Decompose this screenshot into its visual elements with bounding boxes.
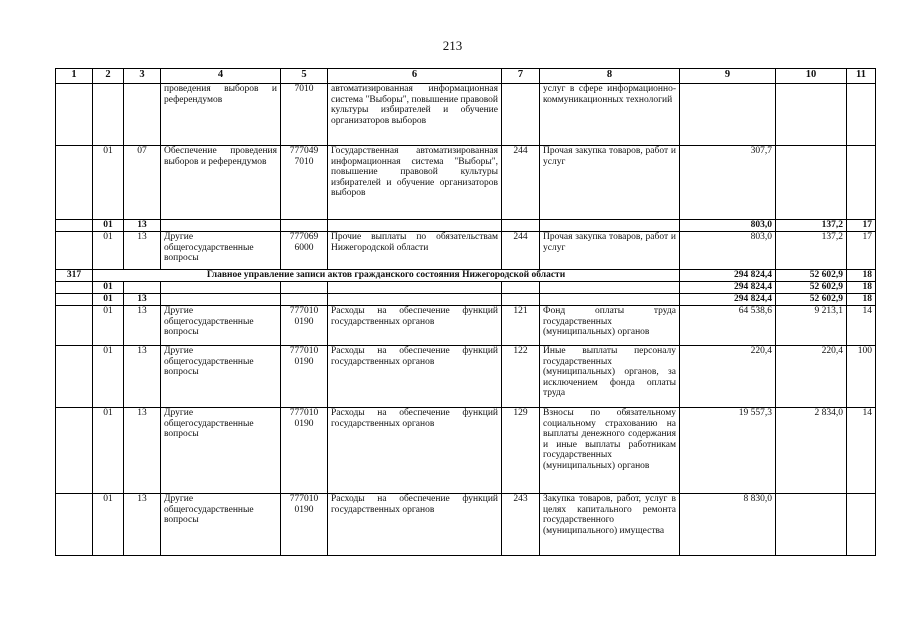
cell-expense-name: Прочая закупка товаров, работ и услуг [540, 232, 680, 270]
cell-expense-type: 129 [502, 408, 540, 494]
cell-percent: 17 [847, 232, 876, 270]
cell-subsection [124, 282, 161, 294]
cell-target-code: 777010 0190 [281, 408, 328, 494]
column-header: 11 [847, 69, 876, 84]
column-header: 8 [540, 69, 680, 84]
cell-expense-type: 243 [502, 494, 540, 556]
cell-plan: 294 824,4 [680, 282, 776, 294]
cell-percent: 17 [847, 220, 876, 232]
cell-plan: 307,7 [680, 146, 776, 220]
cell-subsection: 13 [124, 294, 161, 306]
cell-empty [328, 294, 502, 306]
cell-section: 01 [93, 408, 124, 494]
cell-expense-name: Взносы по обязательному социальному страхованию на выплаты денежного содержания и иные выплаты работникам государственных (муниципальных) органов [540, 408, 680, 494]
cell-plan: 294 824,4 [680, 294, 776, 306]
cell-plan: 803,0 [680, 220, 776, 232]
cell-section: 01 [93, 282, 124, 294]
cell-section: 01 [93, 294, 124, 306]
cell-col1 [56, 294, 93, 306]
cell-empty [281, 282, 328, 294]
cell-empty [502, 282, 540, 294]
cell-empty [540, 294, 680, 306]
cell-empty [502, 294, 540, 306]
cell-section: 01 [93, 346, 124, 408]
cell-target-code: 777010 0190 [281, 346, 328, 408]
cell-subsection-name: проведения выборов и референдумов [161, 84, 281, 146]
column-header: 3 [124, 69, 161, 84]
cell-percent: 18 [847, 294, 876, 306]
cell-target-name: Государственная автоматизированная информационная система "Выборы", повышение правовой культуры избирателей и обучение организаторов выборов [328, 146, 502, 220]
cell-col1 [56, 306, 93, 346]
cell-expense-name: Фонд оплаты труда государственных (муниципальных) органов [540, 306, 680, 346]
cell-plan [680, 84, 776, 146]
cell-expense-name: Закупка товаров, работ, услуг в целях капитального ремонта государственного (муниципального) имущества [540, 494, 680, 556]
subtotal-row [56, 282, 876, 294]
table-row [56, 84, 876, 146]
cell-col1 [56, 84, 93, 146]
cell-percent: 14 [847, 408, 876, 494]
cell-target-code: 777049 7010 [281, 146, 328, 220]
cell-target-code: 777069 6000 [281, 232, 328, 270]
cell-col1 [56, 346, 93, 408]
cell-actual [776, 84, 847, 146]
cell-subsection: 13 [124, 306, 161, 346]
cell-empty [540, 282, 680, 294]
cell-target-name: Прочие выплаты по обязательствам Нижегородской области [328, 232, 502, 270]
cell-section: 01 [93, 220, 124, 232]
cell-actual: 137,2 [776, 232, 847, 270]
cell-subsection-name: Другие общегосударственные вопросы [161, 346, 281, 408]
cell-subsection-name: Другие общегосударственные вопросы [161, 232, 281, 270]
cell-empty [281, 294, 328, 306]
cell-expense-type: 121 [502, 306, 540, 346]
table-row [56, 346, 876, 408]
cell-percent [847, 84, 876, 146]
cell-col1 [56, 494, 93, 556]
cell-empty [328, 220, 502, 232]
cell-subsection-name: Другие общегосударственные вопросы [161, 408, 281, 494]
cell-subsection [124, 84, 161, 146]
cell-actual: 220,4 [776, 346, 847, 408]
cell-section [93, 84, 124, 146]
cell-col1 [56, 146, 93, 220]
cell-actual: 52 602,9 [776, 294, 847, 306]
organization-name: Главное управление записи актов гражданского состояния Нижегородской области [93, 270, 680, 282]
cell-plan: 803,0 [680, 232, 776, 270]
budget-table [55, 68, 876, 556]
cell-percent: 14 [847, 306, 876, 346]
cell-target-name: Расходы на обеспечение функций государственных органов [328, 408, 502, 494]
cell-target-name: Расходы на обеспечение функций государственных органов [328, 494, 502, 556]
cell-actual [776, 494, 847, 556]
page-number: 213 [442, 38, 463, 53]
cell-target-name: Расходы на обеспечение функций государственных органов [328, 346, 502, 408]
column-header: 10 [776, 69, 847, 84]
cell-expense-type: 122 [502, 346, 540, 408]
cell-subsection-name: Обеспечение проведения выборов и референдумов [161, 146, 281, 220]
table-row [56, 408, 876, 494]
cell-plan: 19 557,3 [680, 408, 776, 494]
cell-section: 01 [93, 306, 124, 346]
subtotal-row [56, 220, 876, 232]
cell-percent [847, 146, 876, 220]
column-header: 2 [93, 69, 124, 84]
cell-percent: 100 [847, 346, 876, 408]
cell-subsection: 13 [124, 232, 161, 270]
cell-subsection: 13 [124, 346, 161, 408]
cell-section: 01 [93, 146, 124, 220]
cell-col1 [56, 282, 93, 294]
organization-row [56, 270, 876, 282]
subtotal-row [56, 294, 876, 306]
cell-expense-name: услуг в сфере информационно-коммуникационных технологий [540, 84, 680, 146]
cell-target-code: 777010 0190 [281, 306, 328, 346]
cell-subsection: 07 [124, 146, 161, 220]
cell-expense-type: 244 [502, 146, 540, 220]
cell-plan: 64 538,6 [680, 306, 776, 346]
cell-expense-name: Иные выплаты персоналу государственных (муниципальных) органов, за исключением фонда оплаты труда [540, 346, 680, 408]
cell-subsection-name: Другие общегосударственные вопросы [161, 306, 281, 346]
cell-subsection: 13 [124, 220, 161, 232]
cell-expense-type: 244 [502, 232, 540, 270]
cell-empty [161, 282, 281, 294]
cell-actual: 2 834,0 [776, 408, 847, 494]
column-header: 1 [56, 69, 93, 84]
cell-percent: 18 [847, 282, 876, 294]
cell-percent [847, 494, 876, 556]
cell-col1 [56, 232, 93, 270]
cell-actual: 52 602,9 [776, 270, 847, 282]
column-header: 5 [281, 69, 328, 84]
cell-section: 01 [93, 494, 124, 556]
cell-empty [540, 220, 680, 232]
cell-actual [776, 146, 847, 220]
cell-section: 01 [93, 232, 124, 270]
cell-plan: 220,4 [680, 346, 776, 408]
table-row [56, 306, 876, 346]
cell-target-code: 777010 0190 [281, 494, 328, 556]
cell-expense-type [502, 84, 540, 146]
cell-subsection: 13 [124, 408, 161, 494]
cell-empty [502, 220, 540, 232]
table-row [56, 494, 876, 556]
cell-org-code: 317 [56, 270, 93, 282]
column-header: 6 [328, 69, 502, 84]
cell-empty [281, 220, 328, 232]
cell-plan: 294 824,4 [680, 270, 776, 282]
cell-col1 [56, 220, 93, 232]
cell-target-code: 7010 [281, 84, 328, 146]
cell-empty [328, 282, 502, 294]
cell-plan: 8 830,0 [680, 494, 776, 556]
table-row [56, 146, 876, 220]
cell-expense-name: Прочая закупка товаров, работ и услуг [540, 146, 680, 220]
column-header: 9 [680, 69, 776, 84]
cell-actual: 137,2 [776, 220, 847, 232]
cell-target-name: Расходы на обеспечение функций государственных органов [328, 306, 502, 346]
cell-actual: 52 602,9 [776, 282, 847, 294]
column-header: 7 [502, 69, 540, 84]
cell-percent: 18 [847, 270, 876, 282]
table-header-row [56, 69, 876, 84]
cell-col1 [56, 408, 93, 494]
cell-subsection-name: Другие общегосударственные вопросы [161, 494, 281, 556]
column-header: 4 [161, 69, 281, 84]
cell-empty [161, 294, 281, 306]
cell-actual: 9 213,1 [776, 306, 847, 346]
cell-subsection: 13 [124, 494, 161, 556]
cell-target-name: автоматизированная информационная система "Выборы", повышение правовой культуры избирателей и обучение организаторов выборов [328, 84, 502, 146]
table-row [56, 232, 876, 270]
cell-empty [161, 220, 281, 232]
